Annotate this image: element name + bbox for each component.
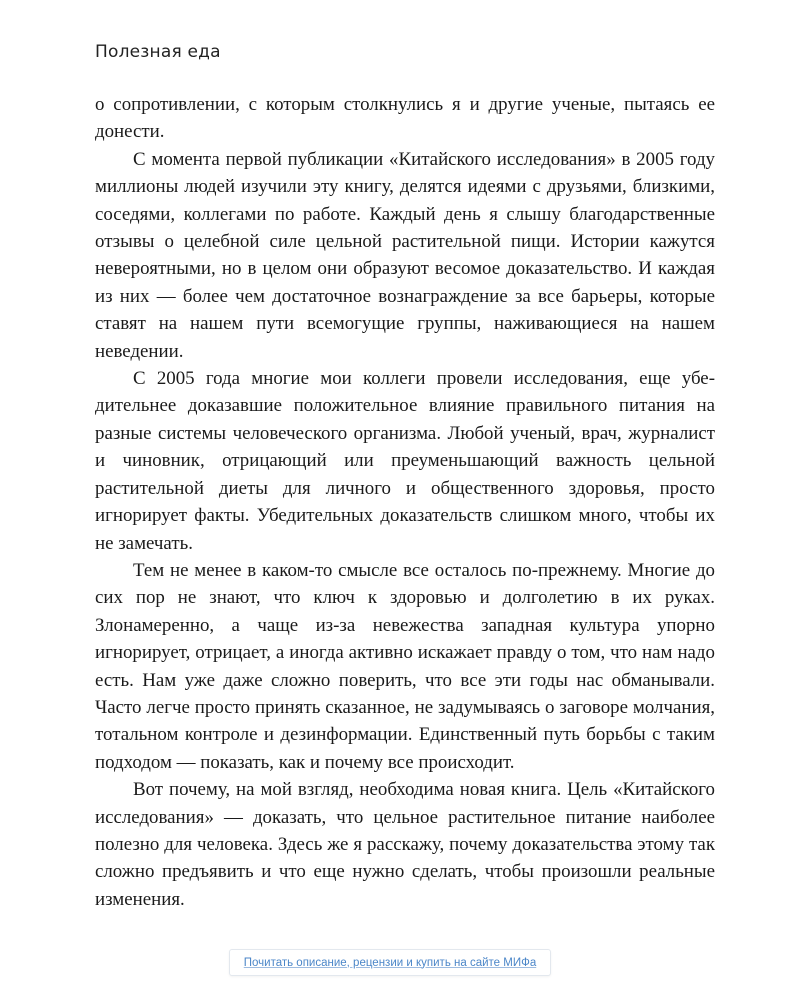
paragraph: о сопротивлении, с которым столкнулись я и другие ученые, пытаясь ее донести. (95, 94, 715, 143)
mif-store-link[interactable]: Почитать описание, рецензии и купить на сайте МИФа (229, 949, 551, 976)
main-text (95, 91, 715, 913)
paragraph: С 2005 года многие мои коллеги провели исследования, еще убедительнее доказавшие положительное влияние правильного питания на разные системы человеческого организма. Любой ученый, врач, журналист и чиновник, отрицающий или преуменьшающий важность цельной растительной диеты для личного и общественного здоровья, просто игнорирует факты. Убедительных доказательств слишком много, чтобы их не замечать. (95, 368, 715, 554)
paragraph: Тем не менее в каком-то смысле все осталось по-прежнему. Многие до сих пор не знают, что ключ к здоровью и долголетию в их руках. Злонамеренно, а чаще из-за невежества западная культура упорно игнорирует, отрицает, а иногда активно искажает правду о том, что нам надо есть. Нам уже даже сложно поверить, что все эти годы нас обманывали. Часто легче просто принять сказанное, не задумываясь о заговоре молчания, тотальном контроле и дезинформации. Единственный путь борьбы с таким подходом — показать, как и почему все происходит. (95, 559, 715, 773)
paragraph: С момента первой публикации «Китайского исследования» в 2005 году миллионы людей изучили эту книгу, делятся идеями с друзьями, близкими, соседями, коллегами по работе. Каждый день я слышу благодарственные отзывы о целебной силе цельной растительной пищи. Истории кажутся невероятными, но в целом они образуют весомое доказательство. И каждая из них — более чем достаточное вознаграждение за все барьеры, которые ставят на нашем пути всемогущие группы, наживающиеся на нашем неведении. (95, 148, 715, 362)
paragraph: Вот почему, на мой взгляд, необходима новая книга. Цель «Китайского исследования» — доказать, что цельное растительное питание наиболее полезно для человека. Здесь же я расскажу, почему доказательства этому так сложно предъявить и что еще нужно сделать, чтобы произошли реальные изменения. (95, 779, 715, 910)
running-header: Полезная еда (95, 42, 221, 62)
